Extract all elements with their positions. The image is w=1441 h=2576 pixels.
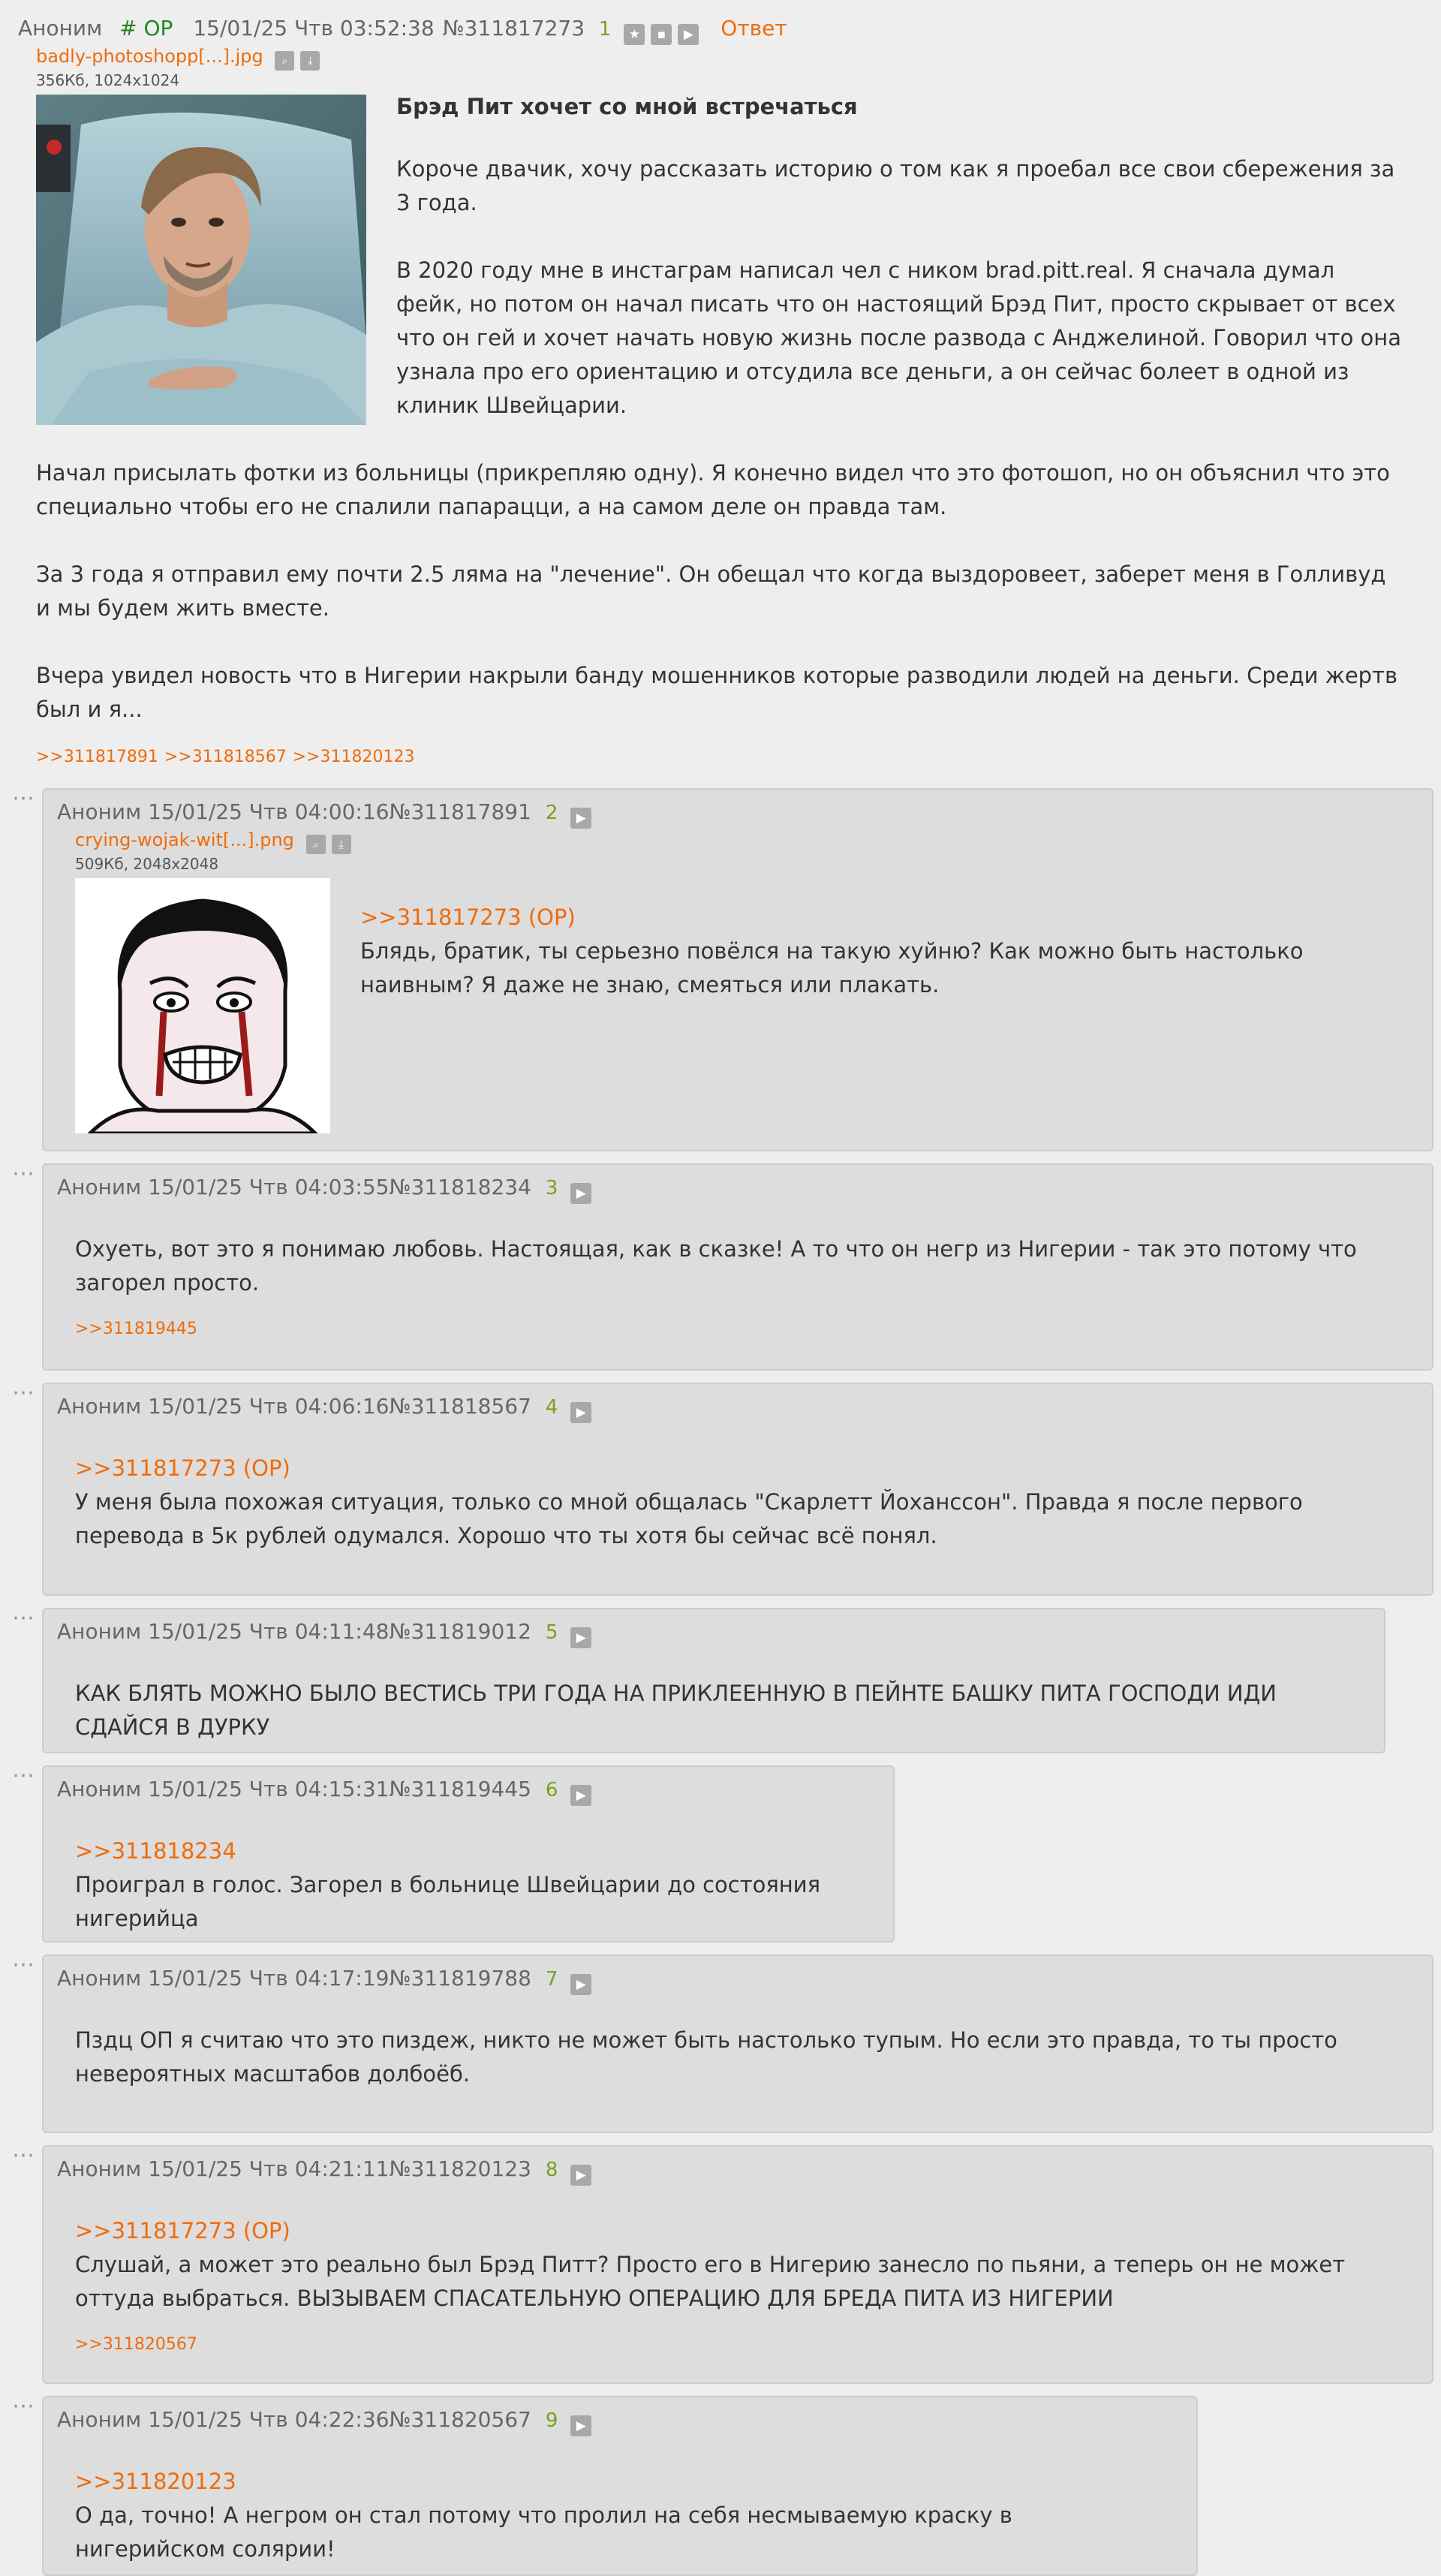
file-link[interactable]: badly-photoshopp[...].jpg bbox=[36, 46, 263, 67]
reply-post-body bbox=[42, 1163, 1433, 1371]
download-icon[interactable]: ⤓ bbox=[300, 51, 320, 71]
post-number[interactable]: №311820567 bbox=[389, 2407, 531, 2432]
poster-name: Аноним bbox=[57, 2156, 142, 2181]
post-count: 7 bbox=[545, 1968, 558, 1991]
post-menu-icon[interactable]: ⋯ bbox=[12, 2393, 36, 2419]
poster-name: Аноним bbox=[57, 1777, 142, 1801]
post-date: 15/01/25 Чтв 04:17:19 bbox=[148, 1966, 390, 1991]
poster-name: Аноним bbox=[57, 2407, 142, 2432]
reply-post bbox=[12, 1160, 1433, 1371]
file-meta: 356Кб, 1024x1024 bbox=[36, 71, 180, 89]
post-count: 4 bbox=[545, 1396, 558, 1419]
post-message bbox=[75, 1452, 1402, 1553]
play-icon[interactable]: ▶ bbox=[570, 808, 591, 829]
reply-post bbox=[12, 2393, 1198, 2576]
reply-post bbox=[12, 1952, 1433, 2133]
reply-ref-link[interactable]: >>311820567 bbox=[75, 2335, 197, 2354]
post-header bbox=[57, 1964, 1402, 1995]
play-icon[interactable]: ▶ bbox=[570, 1183, 591, 1204]
quote-ref-link[interactable]: >>311820123 bbox=[75, 2469, 236, 2494]
post-text: Пздц ОП я считаю что это пиздеж, никто не может быть настолько тупым. Но если это правда, то ты просто невероятных масштабов долбоёб. bbox=[75, 2027, 1337, 2087]
post-menu-icon[interactable]: ⋯ bbox=[12, 1380, 36, 1406]
poster-name: Аноним bbox=[57, 1175, 142, 1199]
post-header bbox=[57, 1392, 1402, 1423]
poster-name: Аноним bbox=[57, 1966, 142, 1991]
quote-ref-link[interactable]: >>311818234 bbox=[75, 1838, 236, 1864]
file-link[interactable]: crying-wojak-wit[...].png bbox=[75, 829, 294, 850]
file-info bbox=[36, 45, 1405, 71]
post-text: О да, точно! А негром он стал потому что пролил на себя несмываемую краску в нигерийском солярии! bbox=[75, 2502, 1012, 2562]
post-date: 15/01/25 Чтв 04:15:31 bbox=[148, 1777, 390, 1801]
poster-name: Аноним bbox=[57, 1394, 142, 1419]
post-header bbox=[57, 1774, 863, 1806]
file-meta: 509Кб, 2048x2048 bbox=[75, 855, 219, 873]
post-menu-icon[interactable]: ⋯ bbox=[12, 2142, 36, 2168]
op-paragraph: В 2020 году мне в инстаграм написал чел с ником brad.pitt.real. Я сначала думал фейк, но потом он начал писать что он настоящий Брэд Пит, просто скрывает от всех что он гей и хочет начать новую жизнь после развода с Анджелиной. Говорил что она узнала про его ориентацию и отсудила все деньги, а он сейчас болеет в одной из клиник Швейцарии. bbox=[396, 257, 1401, 418]
op-paragraph: Вчера увидел новость что в Нигерии накрыли банду мошенников которые разводили людей на деньги. Среди жертв был и я... bbox=[36, 663, 1398, 722]
post-text: КАК БЛЯТЬ МОЖНО БЫЛО ВЕСТИСЬ ТРИ ГОДА НА ПРИКЛЕЕННУЮ В ПЕЙНТЕ БАШКУ ПИТА ГОСПОДИ ИДИ СДАЙСЯ В ДУРКУ bbox=[75, 1681, 1277, 1740]
post-message bbox=[75, 1232, 1402, 1300]
post-menu-icon[interactable]: ⋯ bbox=[12, 1160, 36, 1187]
post-message bbox=[75, 1834, 863, 1936]
post-date: 15/01/25 Чтв 04:06:16 bbox=[148, 1394, 390, 1419]
reply-ref-link[interactable]: >>311818567 bbox=[164, 748, 287, 766]
quote-ref-link[interactable]: >>311817273 (OP) bbox=[360, 904, 576, 930]
post-message bbox=[75, 2214, 1402, 2316]
post-message bbox=[75, 1677, 1354, 1744]
play-icon[interactable]: ▶ bbox=[570, 1785, 591, 1806]
op-tripcode: # OP bbox=[119, 16, 173, 41]
post-number[interactable]: №311817273 bbox=[442, 16, 585, 41]
post-date: 15/01/25 Чтв 04:21:11 bbox=[148, 2156, 390, 2181]
post-date: 15/01/25 Чтв 04:11:48 bbox=[148, 1619, 390, 1644]
post-text: Блядь, братик, ты серьезно повёлся на такую хуйню? Как можно быть настолько наивным? Я даже не знаю, смеяться или плакать. bbox=[360, 938, 1304, 998]
post-count: 6 bbox=[545, 1779, 558, 1801]
poster-name: Аноним bbox=[57, 1619, 142, 1644]
op-paragraph: Короче двачик, хочу рассказать историю о том как я проебал все свои сбережения за 3 года. bbox=[396, 156, 1395, 215]
reply-post-body bbox=[42, 1765, 895, 1943]
post-count: 5 bbox=[545, 1621, 558, 1644]
play-icon[interactable]: ▶ bbox=[678, 24, 699, 45]
post-number[interactable]: №311817891 bbox=[389, 799, 531, 824]
poster-name: Аноним bbox=[57, 799, 142, 824]
search-icon[interactable]: ⌕ bbox=[275, 51, 294, 71]
poster-name: Аноним bbox=[18, 16, 103, 41]
reply-post-body bbox=[42, 2145, 1433, 2384]
post-number[interactable]: №311818234 bbox=[389, 1175, 531, 1199]
reply-ref-link[interactable]: >>311820123 bbox=[292, 748, 415, 766]
post-message bbox=[75, 2024, 1402, 2091]
post-menu-icon[interactable]: ⋯ bbox=[12, 1605, 36, 1631]
op-paragraph: Начал присылать фотки из больницы (прикрепляю одну). Я конечно видел что это фотошоп, но он объяснил что это специально чтобы его не спалили папарацци, а на самом деле он правда там. bbox=[36, 460, 1390, 519]
play-icon[interactable]: ▶ bbox=[570, 2165, 591, 2186]
post-number[interactable]: №311820123 bbox=[389, 2156, 531, 2181]
reply-post bbox=[12, 1762, 895, 1943]
post-number[interactable]: №311819445 bbox=[389, 1777, 531, 1801]
post-number[interactable]: №311818567 bbox=[389, 1394, 531, 1419]
reply-post-body bbox=[42, 1955, 1433, 2133]
reply-post bbox=[12, 1605, 1385, 1753]
file-info bbox=[75, 829, 1402, 854]
play-icon[interactable]: ▶ bbox=[570, 1627, 591, 1648]
op-post bbox=[0, 0, 1441, 769]
op-title: Брэд Пит хочет со мной встречаться bbox=[396, 94, 858, 119]
post-header bbox=[57, 797, 1402, 829]
wojak-image[interactable] bbox=[75, 878, 330, 1136]
post-menu-icon[interactable]: ⋯ bbox=[12, 1952, 36, 1978]
search-icon[interactable]: ⌕ bbox=[306, 835, 326, 854]
reply-post bbox=[12, 785, 1433, 1151]
reply-post-body bbox=[42, 2396, 1198, 2576]
reply-post bbox=[12, 2142, 1433, 2384]
post-count: 1 bbox=[598, 18, 612, 41]
quote-ref-link[interactable]: >>311817273 (OP) bbox=[75, 1455, 290, 1481]
download-icon[interactable]: ⤓ bbox=[332, 835, 351, 854]
post-header bbox=[57, 1172, 1402, 1204]
post-number[interactable]: №311819788 bbox=[389, 1966, 531, 1991]
post-message bbox=[75, 2465, 1166, 2566]
play-icon[interactable]: ▶ bbox=[570, 1974, 591, 1995]
post-count: 2 bbox=[545, 802, 558, 824]
post-text: У меня была похожая ситуация, только со мной общалась "Скарлетт Йоханссон". Правда я после первого перевода в 5к рублей одумался. Хорошо что ты хотя бы сейчас всё понял. bbox=[75, 1489, 1303, 1548]
post-count: 9 bbox=[545, 2409, 558, 2432]
quote-ref-link[interactable]: >>311817273 (OP) bbox=[75, 2218, 290, 2243]
post-header bbox=[57, 2405, 1166, 2436]
reply-post-body bbox=[42, 1608, 1385, 1753]
star-icon[interactable]: ★ bbox=[624, 24, 645, 45]
reply-post-body bbox=[42, 1383, 1433, 1596]
post-count: 8 bbox=[545, 2159, 558, 2181]
play-icon[interactable]: ▶ bbox=[570, 1402, 591, 1423]
reply-ref-link[interactable]: >>311817891 bbox=[36, 748, 158, 766]
reply-ref-link[interactable]: >>311819445 bbox=[75, 1320, 197, 1338]
post-text: Слушай, а может это реально был Брэд Питт? Просто его в Нигерию занесло по пьяни, а теперь он не может оттуда выбраться. ВЫЗЫВАЕМ СПАСАТЕЛЬНУЮ ОПЕРАЦИЮ ДЛЯ БРЕДА ПИТА ИЗ НИГЕРИИ bbox=[75, 2252, 1346, 2311]
post-date: 15/01/25 Чтв 04:03:55 bbox=[148, 1175, 390, 1199]
reply-link[interactable]: Ответ bbox=[720, 16, 787, 41]
reply-post-body bbox=[42, 788, 1433, 1151]
post-date: 15/01/25 Чтв 04:00:16 bbox=[148, 799, 390, 824]
post-date: 15/01/25 Чтв 04:22:36 bbox=[148, 2407, 390, 2432]
op-image[interactable] bbox=[36, 95, 366, 428]
post-header bbox=[57, 2154, 1402, 2186]
op-header bbox=[18, 14, 1405, 45]
op-replies bbox=[36, 746, 1405, 769]
reply-post bbox=[12, 1380, 1433, 1596]
post-header bbox=[57, 1617, 1354, 1648]
play-icon[interactable]: ▶ bbox=[570, 2415, 591, 2436]
post-menu-icon[interactable]: ⋯ bbox=[12, 1762, 36, 1789]
post-date: 15/01/25 Чтв 03:52:38 bbox=[193, 16, 435, 41]
post-number[interactable]: №311819012 bbox=[389, 1619, 531, 1644]
post-text: Охуеть, вот это я понимаю любовь. Настоящая, как в сказке! А то что он негр из Нигерии - так это потому что загорел просто. bbox=[75, 1236, 1357, 1296]
post-text: Проиграл в голос. Загорел в больнице Швейцарии до состояния нигерийца bbox=[75, 1872, 821, 1931]
post-menu-icon[interactable]: ⋯ bbox=[12, 785, 36, 811]
op-paragraph: За 3 года я отправил ему почти 2.5 ляма на "лечение". Он обещал что когда выздоровеет, заберет меня в Голливуд и мы будем жить вместе. bbox=[36, 561, 1386, 621]
hide-icon[interactable]: ▪ bbox=[651, 24, 672, 45]
post-count: 3 bbox=[545, 1177, 558, 1199]
